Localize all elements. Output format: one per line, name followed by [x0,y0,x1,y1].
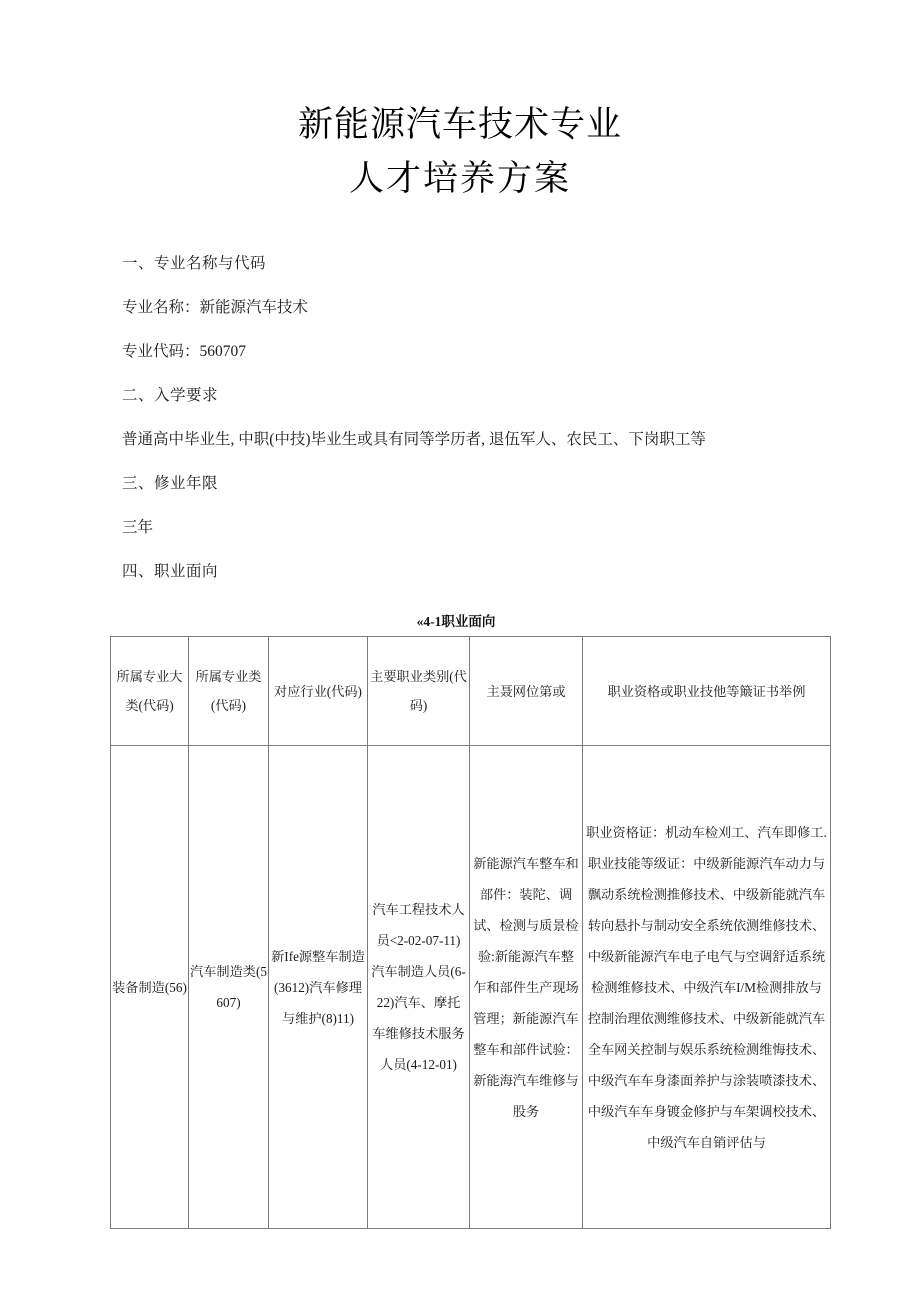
study-duration-line: 三年 [122,519,154,536]
cell-industry: 新Ife源整车制造(3612)汽车修理与维护(8)11) [269,746,368,1229]
section-heading-4: 四、职业面向 [122,563,219,580]
section-heading-1: 一、专业名称与代码 [122,255,267,272]
cell-main-positions: 新能源汽车整车和部件：装陀、调试、检测与质景检验:新能源汽车整乍和部件生产现场管理；新能源汽车整车和部件试验：新能海汽车维修与股务 [470,746,583,1229]
page-title [0,0,920,206]
specialty-name-line: 专业名称：新能源汽车技术 [122,299,309,316]
header-specialty-class: 所属专业类(代码) [189,637,269,746]
header-certificates: 职业资格或职业技他等簸证书举例 [583,637,831,746]
header-industry: 对应行业(代码) [269,637,368,746]
occupation-table-wrapper [0,636,920,1229]
cell-specialty-class: 汽车制造类(5607) [189,746,269,1229]
admission-requirements-line: 普通高中毕业生, 中职(中技)毕业生或具有同等学历者, 退伍军人、农民工、下岗职工等 [122,431,706,448]
title-line-1: 新能源汽车技术专业 [297,105,622,145]
header-occupation-category: 主要职业类别(代码) [368,637,470,746]
occupation-orientation-table [110,636,831,1229]
section-heading-3: 三、修业年限 [122,475,219,492]
cell-major-category: 装备制造(56) [111,746,189,1229]
table-row [111,746,831,1229]
specialty-code-line: 专业代码：560707 [122,343,247,360]
header-main-positions: 主聂网位第或 [470,637,583,746]
table-header [111,637,831,746]
header-major-category: 所属专业大类(代码) [111,637,189,746]
table-caption: «4-1职业面向 [416,614,496,629]
cell-certificates: 职业资格证：机动车检刈工、汽车即修工.职业技能等级证：中级新能源汽车动力与飘动系统检测推修技术、中级新能就汽车转向悬扑与制动安全系统依测维修技术、中级新能源汽车电子电气与空调舒适系统检测维修技术、中级汽车I/M检测排放与控制治理依测维修技术、中级新能就汽车全车网关控制与娱乐系统检测维悔技术、中级汽车车身漆面养护与涂装喷漆技术、中级汽车车身镀金修护与车架调校技术、中级汽车自销评估与 [583,746,831,1229]
title-line-2: 人才培养方案 [348,159,571,199]
cell-occupation-category: 汽车工程技术人员<2-02-07-11)汽车制造人员(6-22)汽车、摩托车维修技术服务人员(4-12-01) [368,746,470,1229]
table-header-row [111,637,831,746]
table-body [111,746,831,1229]
body-sections [0,254,920,582]
section-heading-2: 二、入学要求 [122,387,219,404]
